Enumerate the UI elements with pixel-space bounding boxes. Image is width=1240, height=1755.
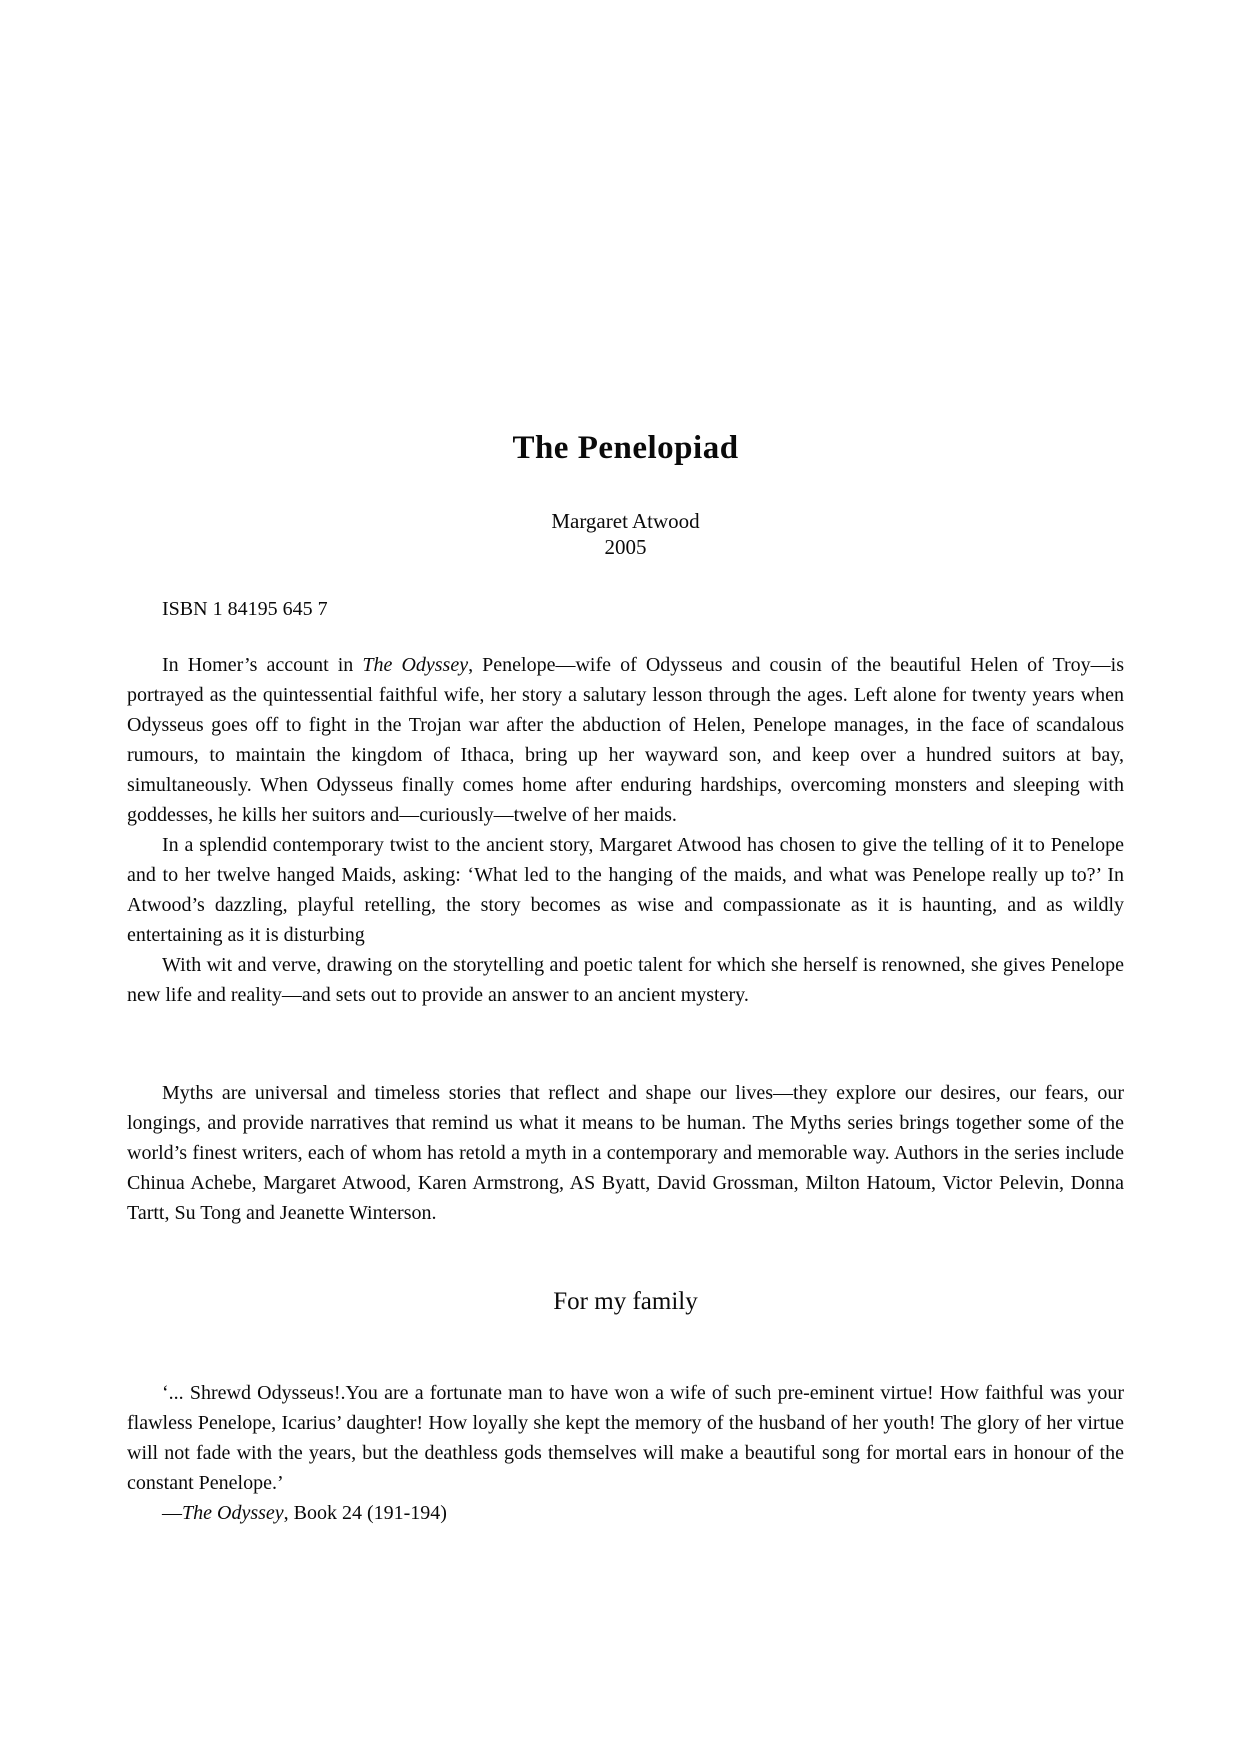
intro-paragraph-2 <box>127 830 1124 950</box>
text-run: , Penelope—wife of Odysseus and cousin of the beautiful Helen of Troy—is portrayed as the quintessential faithful wife, her story a salutary lesson through the ages. Left alone for twenty years when Odysseus goes off to fight in the Trojan war after the abduction of Helen, Penelope manages, in the face of scandalous rumours, to maintain the kingdom of Ithaca, bring up her wayward son, and keep over a hundred suitors at bay, simultaneously. When Odysseus finally comes home after enduring hardships, overcoming monsters and sleeping with goddesses, he kills her suitors and—curiously—twelve of her maids. <box>127 654 1125 826</box>
text-run: In Homer’s account in <box>162 654 363 676</box>
isbn-line: ISBN 1 84195 645 7 <box>162 598 328 620</box>
text-run: — <box>162 1502 182 1524</box>
book-author: Margaret Atwood <box>551 509 700 533</box>
italic-text-run: The Odyssey <box>182 1502 284 1524</box>
text-run: ‘... Shrewd Odysseus!.You are a fortunate man to have won a wife of such pre-eminent virtue! How faithful was your flawless Penelope, Icarius’ daughter! How loyally she kept the memory of the husband of her youth! The glory of her virtue will not fade with the years, but the deathless gods themselves will make a beautiful song for mortal ears in honour of the constant Penelope.’ <box>127 1382 1124 1494</box>
myths-series-paragraph <box>127 1078 1124 1228</box>
epigraph-quote <box>127 1378 1124 1498</box>
intro-paragraph-3 <box>127 950 1124 1010</box>
publication-year: 2005 <box>604 535 647 559</box>
book-title: The Penelopiad <box>512 430 739 466</box>
text-run: Myths are universal and timeless stories that reflect and shape our lives—they explore our desires, our fears, our longings, and provide narratives that remind us what it means to be human. The Myths series brings together some of the world’s finest writers, each of whom has retold a myth in a contemporary and memorable way. Authors in the series include Chinua Achebe, Margaret Atwood, Karen Armstrong, AS Byatt, David Grossman, Milton Hatoum, Victor Pelevin, Donna Tartt, Su Tong and Jeanette Winterson. <box>127 1082 1124 1224</box>
text-run: In a splendid contemporary twist to the ancient story, Margaret Atwood has chosen to give the telling of it to Penelope and to her twelve hanged Maids, asking: ‘What led to the hanging of the maids, and what was Penelope really up to?’ In Atwood’s dazzling, playful retelling, the story becomes as wise and compassionate as it is haunting, and as wildly entertaining as it is disturbing <box>127 834 1124 946</box>
text-run: With wit and verve, drawing on the storytelling and poetic talent for which she herself is renowned, she gives Penelope new life and reality—and sets out to provide an answer to an ancient mystery. <box>127 954 1124 1006</box>
epigraph-attribution <box>127 1498 1124 1528</box>
dedication-heading: For my family <box>553 1288 698 1315</box>
intro-paragraph-1 <box>127 650 1124 830</box>
italic-text-run: The Odyssey <box>362 654 469 676</box>
text-run: , Book 24 (191-194) <box>283 1502 447 1524</box>
